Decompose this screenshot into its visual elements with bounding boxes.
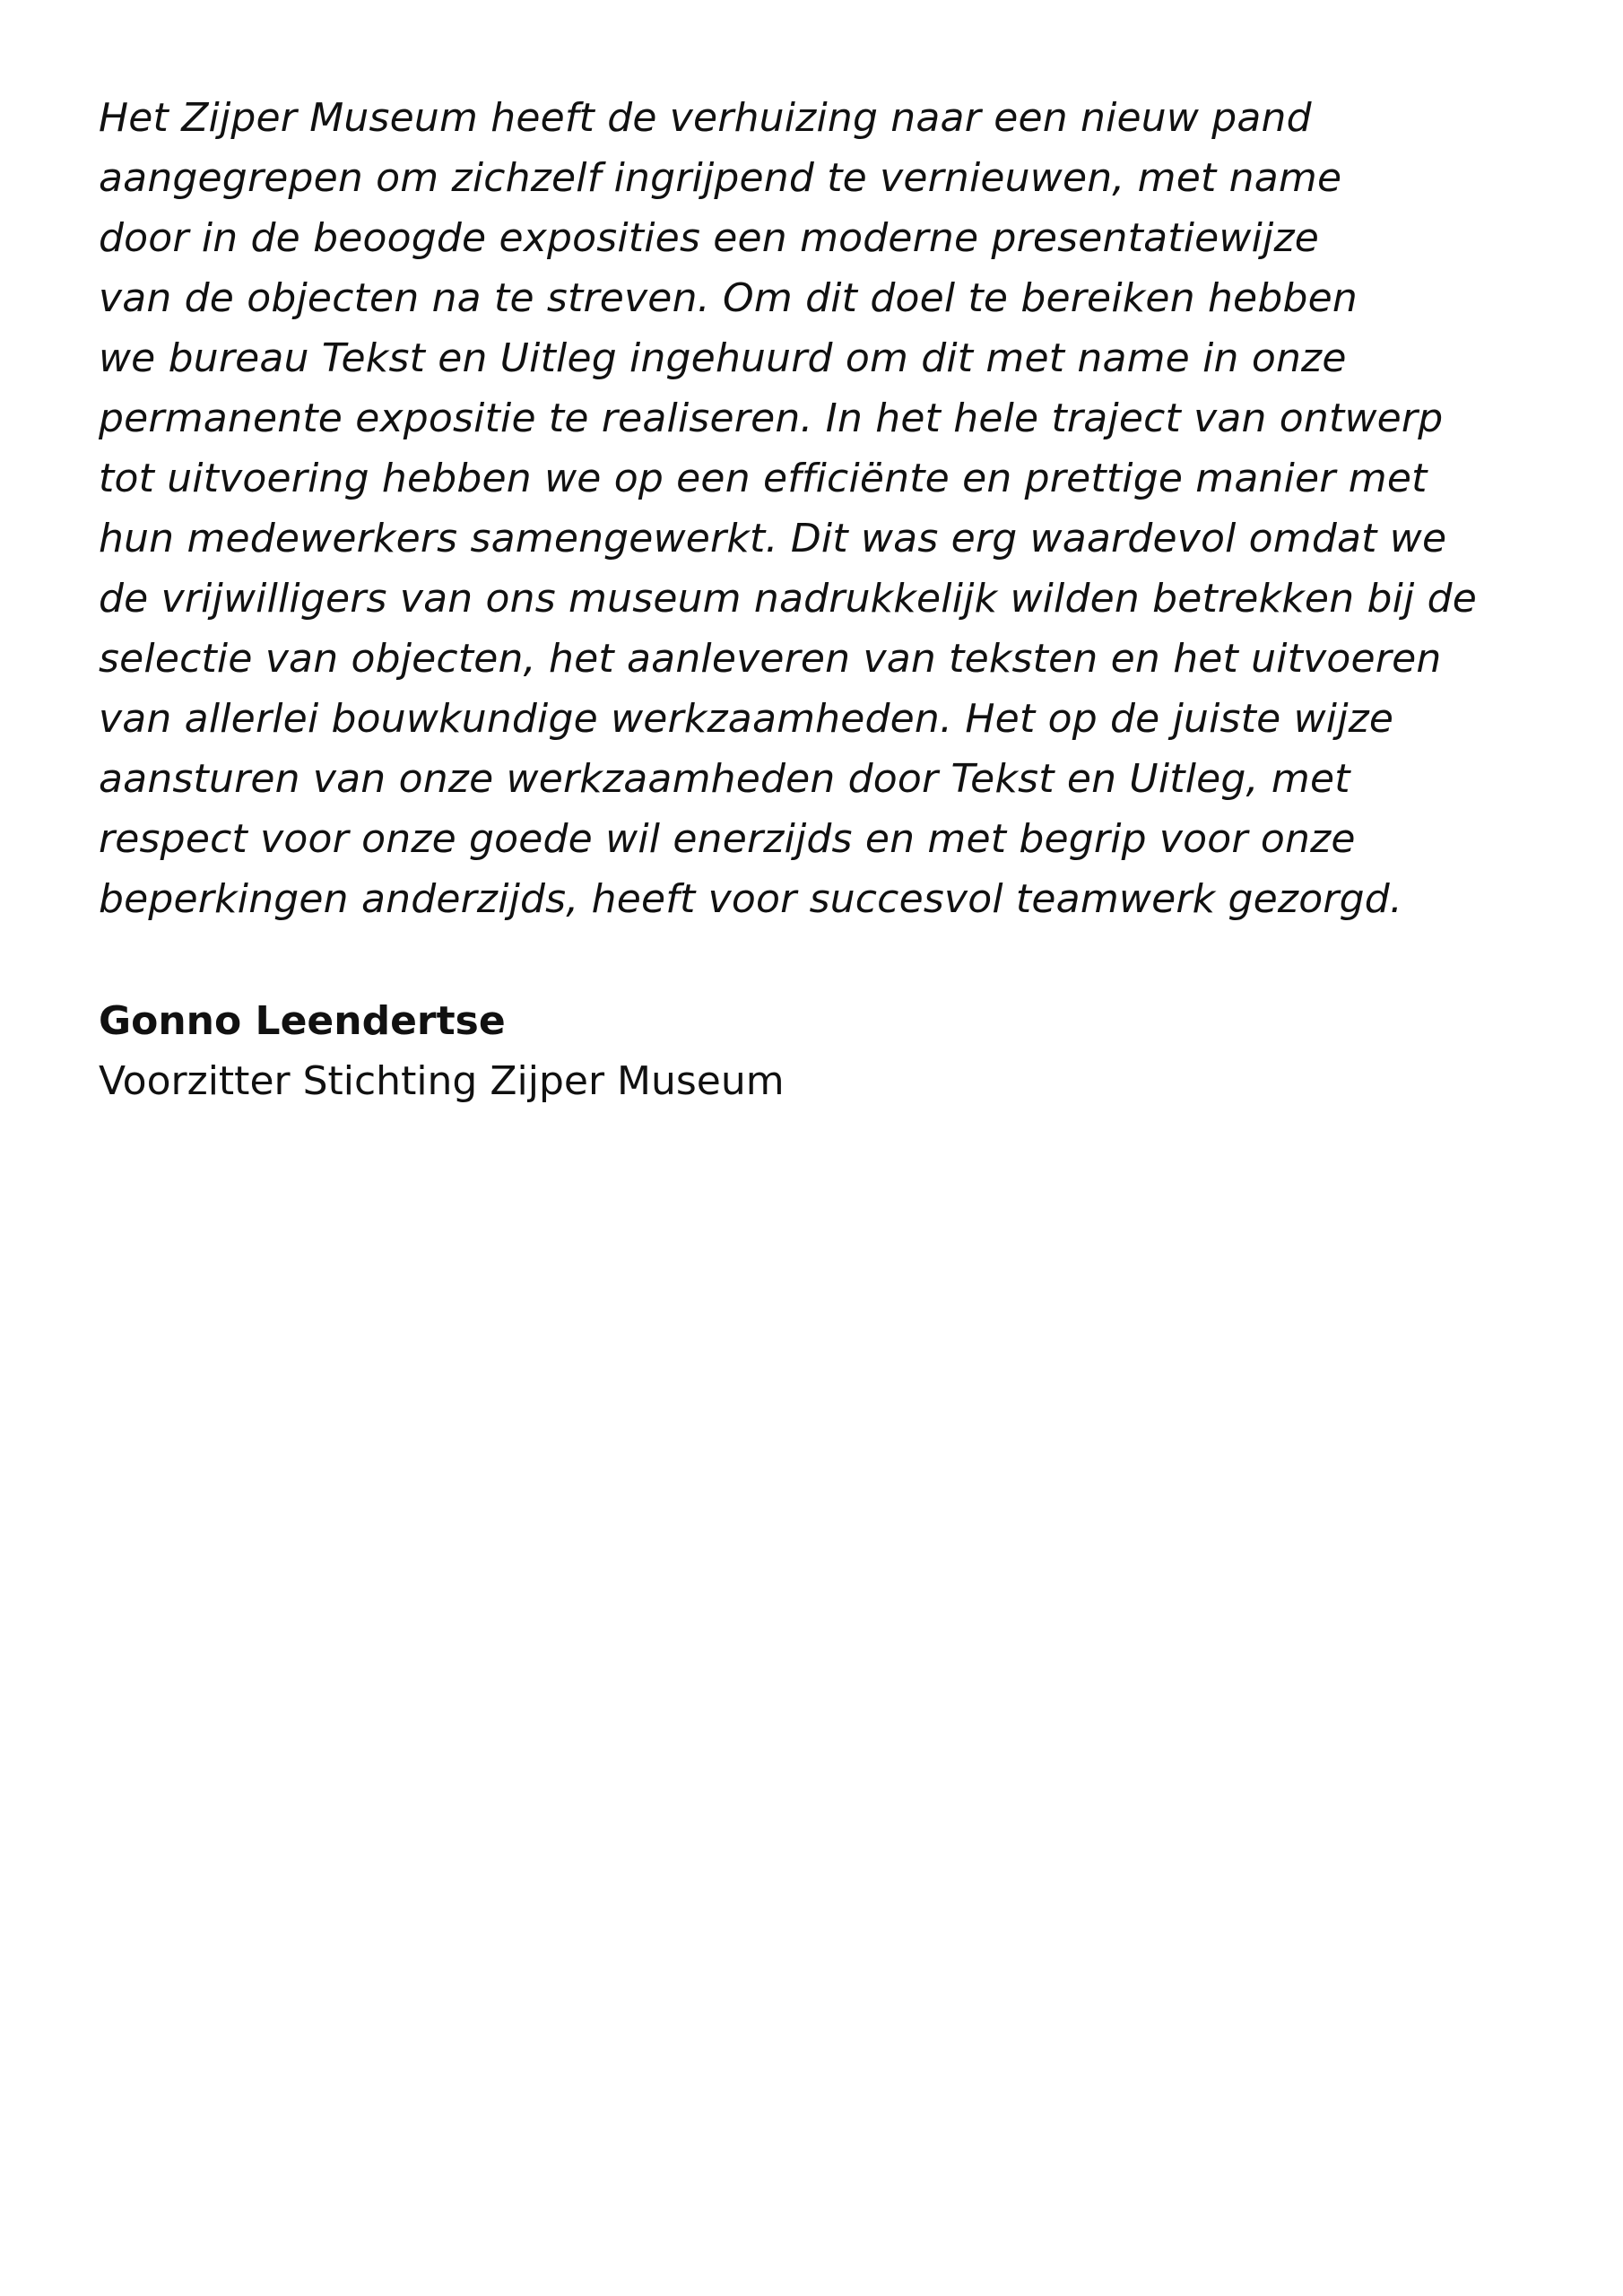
testimonial-line: door in de beoogde exposities een moderne presentatiewijze [99,215,1320,261]
testimonial-line: permanente expositie te realiseren. In het hele traject van ontwerp [99,396,1444,441]
signature-block [99,991,785,1111]
testimonial-line: respect voor onze goede wil enerzijds en met begrip voor onze [99,816,1356,862]
testimonial-line: aangegrepen om zichzelf ingrijpend te vernieuwen, met name [99,155,1342,201]
testimonial-line: aansturen van onze werkzaamheden door Tekst en Uitleg, met [99,756,1350,802]
testimonial-line: hun medewerkers samengewerkt. Dit was erg waardevol omdat we [99,516,1447,561]
testimonial-line: beperkingen anderzijds, heeft voor succesvol teamwerk gezorgd. [99,876,1403,922]
signer-role: Voorzitter Stichting Zijper Museum [99,1058,785,1104]
testimonial-line: we bureau Tekst en Uitleg ingehuurd om dit met name in onze [99,335,1347,381]
testimonial-line: van allerlei bouwkundige werkzaamheden. Het op de juiste wijze [99,696,1394,742]
signer-name: Gonno Leendertse [99,998,506,1044]
testimonial-line: Het Zijper Museum heeft de verhuizing naar een nieuw pand [99,95,1312,141]
testimonial-line: de vrijwilligers van ons museum nadrukkelijk wilden betrekken bij de [99,576,1478,622]
testimonial-line: selectie van objecten, het aanleveren van teksten en het uitvoeren [99,636,1442,682]
testimonial-line: tot uitvoering hebben we op een efficiënte en prettige manier met [99,456,1428,501]
testimonial-text [99,88,1569,929]
testimonial-line: van de objecten na te streven. Om dit doel te bereiken hebben [99,275,1358,321]
